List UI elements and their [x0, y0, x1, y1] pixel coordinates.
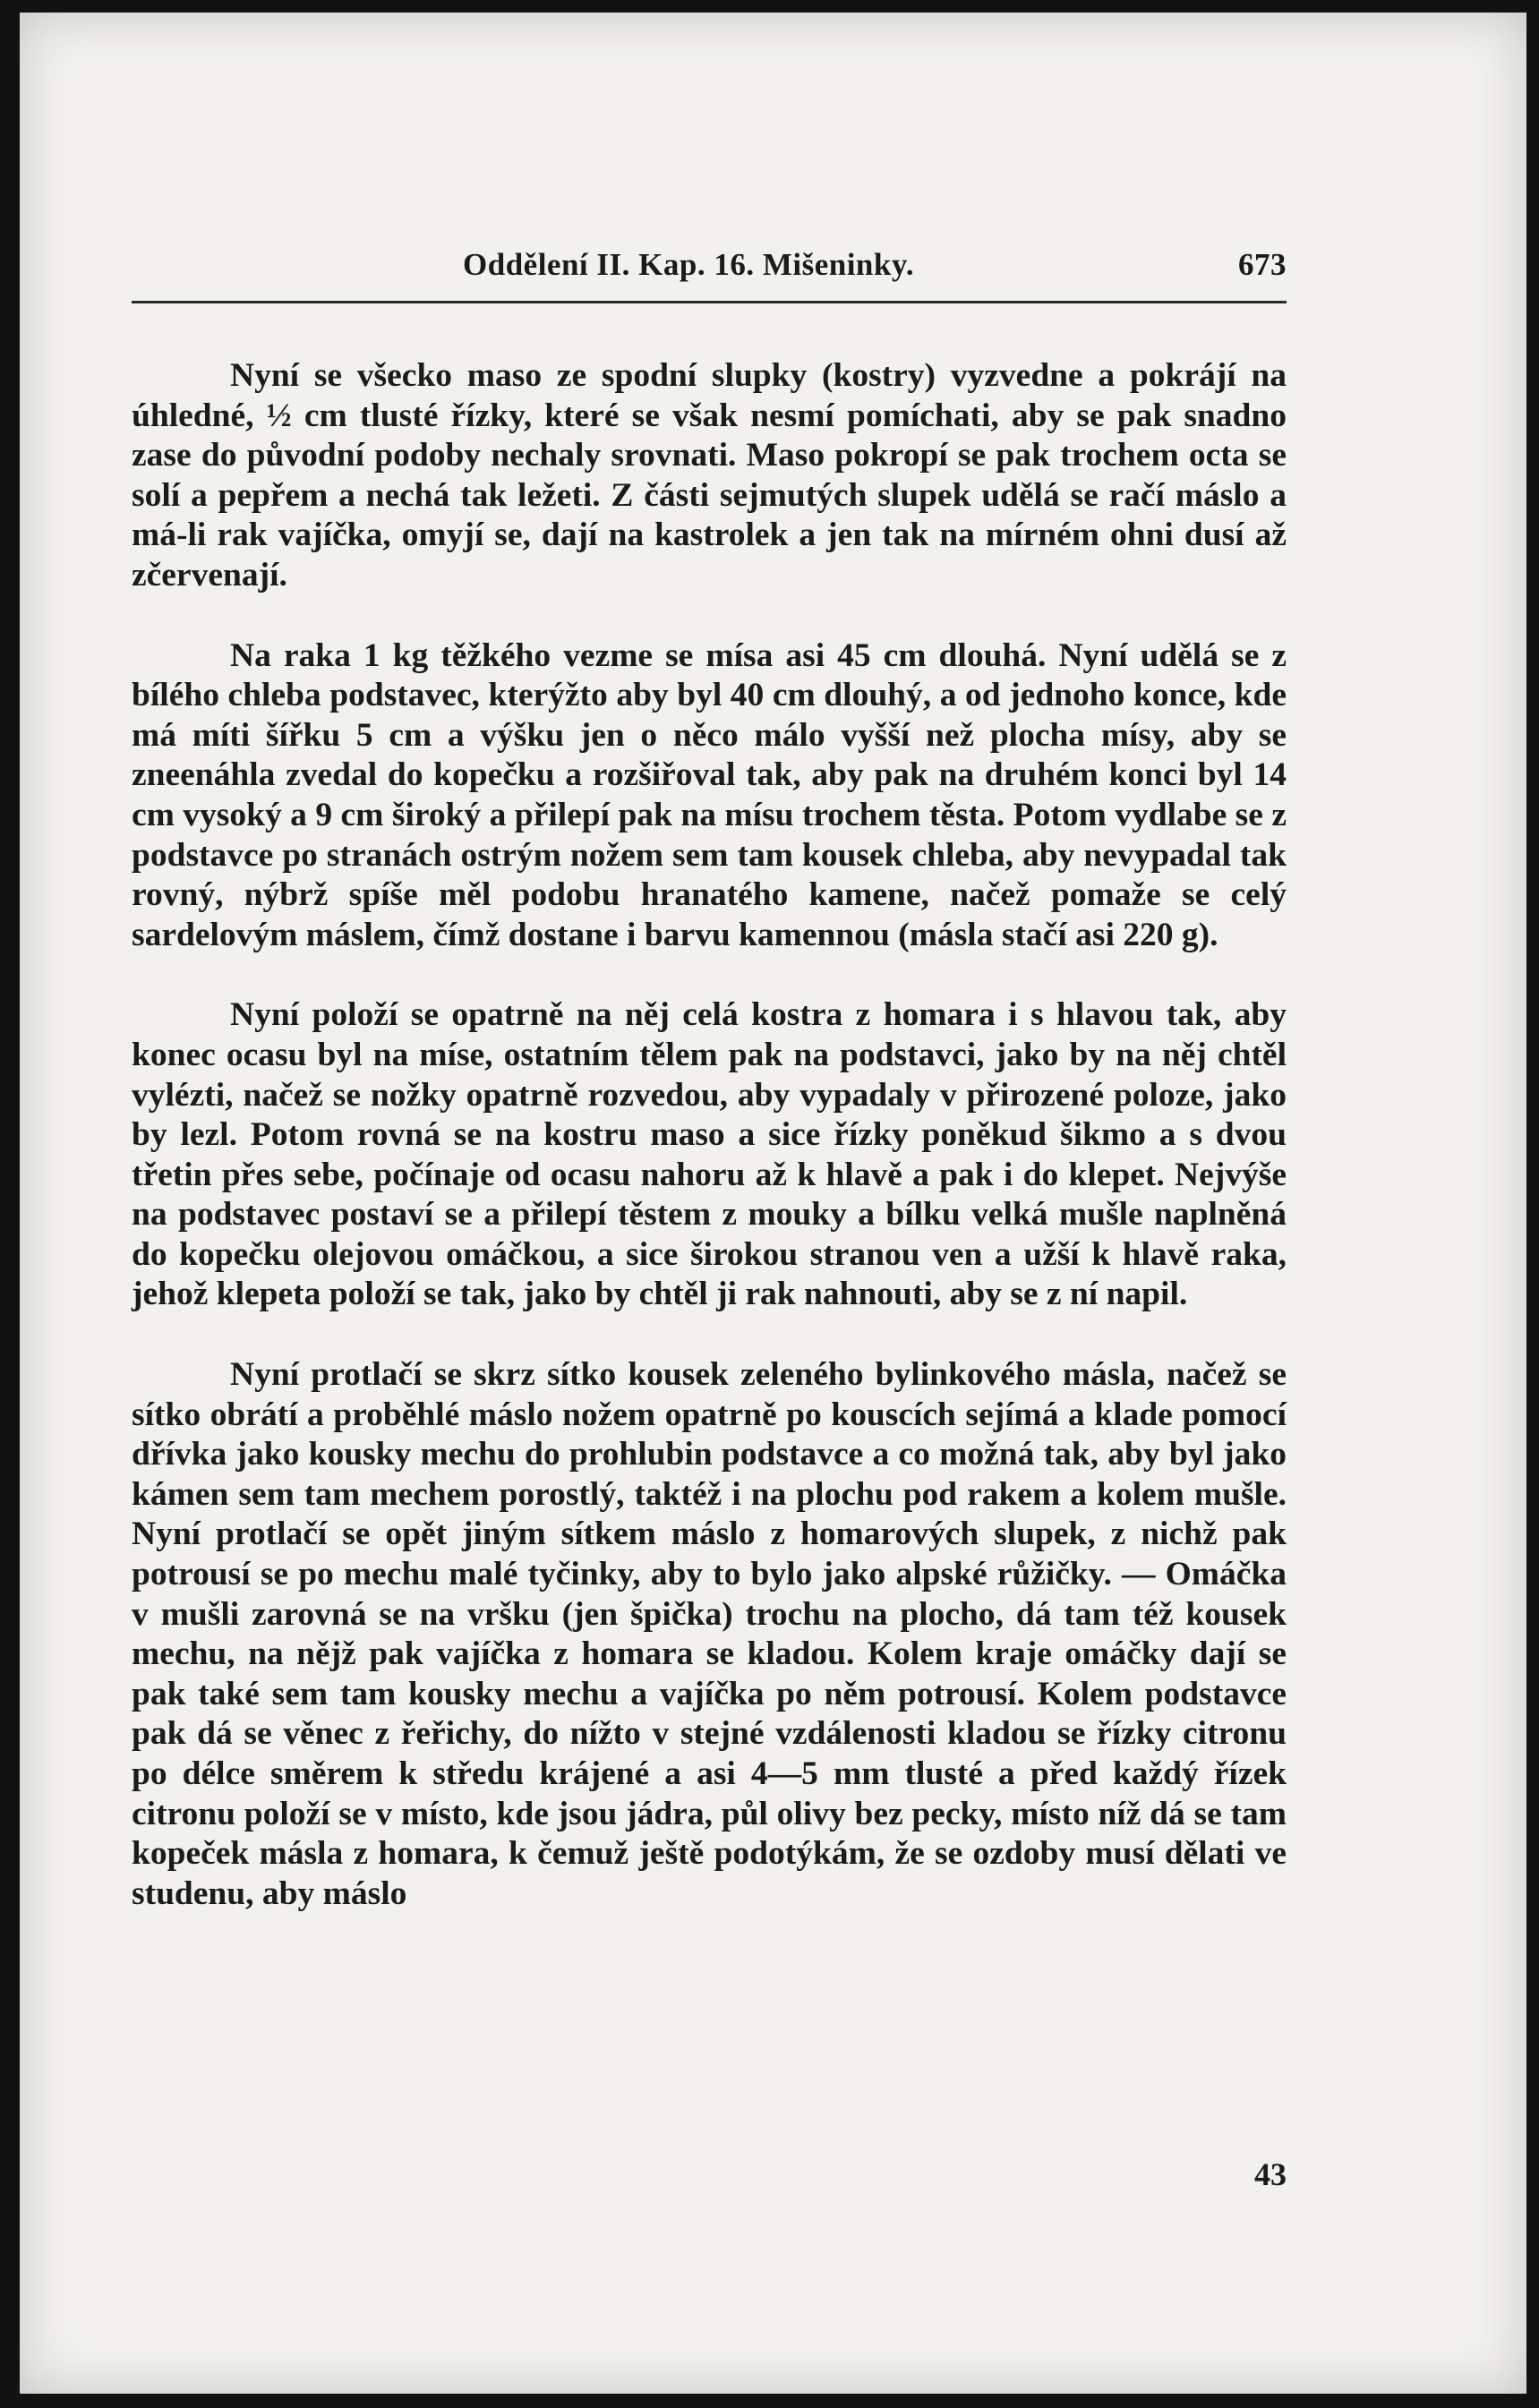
paragraph: Nyní položí se opatrně na něj celá kostra z homara i s hlavou tak, aby konec ocasu byl na míse, ostatním tělem pak na podstavci, jako by na něj chtěl vylézti, načež se nožky opatrně rozvedou, aby vypadaly v přirozené poloze, jako by lezl. Potom rovná se na kostru maso a sice řízky poněkud šikmo a s dvou třetin přes sebe, počínaje od ocasu nahoru až k hlavě a pak i do klepet. Nejvýše na podstavec postaví se a přilepí těstem z mouky a bílku velká mušle naplněná do kopečku olejovou omáčkou, a sice širokou stranou ven a užší k hlavě raka, jehož klepeta položí se tak, jako by chtěl ji rak nahnouti, aby se z ní napil.	[132, 996, 1287, 1313]
signature-mark: 43	[1254, 2156, 1287, 2192]
running-header	[132, 247, 1287, 286]
paragraph: Nyní se všecko maso ze spodní slupky (kostry) vyzvedne a pokrájí na úhledné, ½ cm tlusté řízky, které se však nesmí pomíchati, aby se pak snadno zase do původní podoby nechaly srovnati. Maso pokropí se pak trochem octa se solí a pepřem a nechá tak ležeti. Z části sejmutých slupek udělá se račí máslo a má-li rak vajíčka, omyjí se, dají na kastrolek a jen tak na mírném ohni dusí až zčervenají.	[132, 357, 1287, 593]
body-text	[132, 356, 1287, 1954]
running-head-title: Oddělení II. Kap. 16. Mišeninky.	[463, 247, 915, 282]
paper-sheet	[20, 13, 1526, 2394]
header-rule	[132, 301, 1287, 303]
paragraph: Na raka 1 kg těžkého vezme se mísa asi 45 cm dlouhá. Nyní udělá se z bílého chleba podstavec, kterýžto aby byl 40 cm dlouhý, a od jednoho konce, kde má míti šířku 5 cm a výšku jen o něco málo vyšší než plocha mísy, aby se zneenáhla zvedal do kopečku a rozšiřoval tak, aby pak na druhém konci byl 14 cm vysoký a 9 cm široký a přilepí pak na mísu trochem těsta. Potom vydlabe se z podstavce po stranách ostrým nožem sem tam kousek chleba, aby nevypadal tak rovný, nýbrž spíše měl podobu hranatého kamene, načež pomaže se celý sardelovým máslem, čímž dostane i barvu kamennou (másla stačí asi 220 g).	[132, 636, 1287, 953]
paragraph: Nyní protlačí se skrz sítko kousek zeleného bylinkového másla, načež se sítko obrátí a proběhlé máslo nožem opatrně po kouscích sejímá a klade pomocí dřívka jako kousky mechu do prohlubin podstavce a co možná tak, aby byl jako kámen sem tam mechem porostlý, taktéž i na plochu pod rakem a kolem mušle. Nyní protlačí se opět jiným sítkem máslo z homarových slupek, z nichž pak potrousí se po mechu malé tyčinky, aby to bylo jako alpské růžičky. — Omáčka v mušli zarovná se na vršku (jen špička) trochu na plocho, dá tam též kousek mechu, na nějž pak vajíčka z homara se kladou. Kolem kraje omáčky dají se pak také sem tam kousky mechu a vajíčka po něm potrousí. Kolem podstavce pak dá se věnec z řeřichy, do nížto v stejné vzdálenosti kladou se řízky citronu po délce směrem k středu krájené a asi 4—5 mm tlusté a před každý řízek citronu položí se v místo, kde jsou jádra, půl olivy bez pecky, místo níž dá se tam kopeček másla z homara, k čemuž ještě podotýkám, že se ozdoby musí dělati ve studenu, aby máslo	[132, 1356, 1287, 1912]
page-number: 673	[1238, 247, 1287, 282]
